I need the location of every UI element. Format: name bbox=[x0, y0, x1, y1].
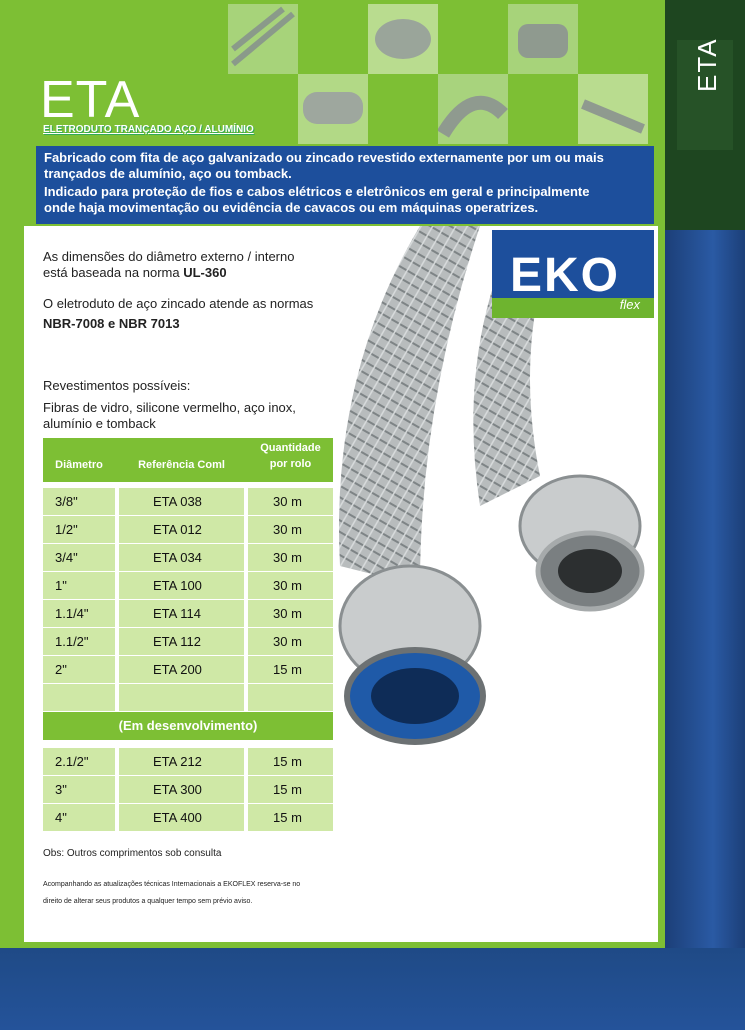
header-diameter: Diâmetro bbox=[55, 459, 103, 471]
cell-diameter: 2.1/2" bbox=[55, 754, 89, 769]
development-label: (Em desenvolvimento) bbox=[43, 712, 333, 740]
logo-text: EKO bbox=[510, 249, 621, 302]
side-blue-strip bbox=[665, 230, 745, 948]
cell-reference: ETA 100 bbox=[153, 578, 202, 593]
footer-band bbox=[0, 948, 745, 1030]
table-cell-bg bbox=[43, 804, 115, 831]
table-row bbox=[43, 748, 333, 775]
table-row bbox=[43, 544, 333, 571]
cell-diameter: 1/2" bbox=[55, 522, 78, 537]
cell-quantity: 30 m bbox=[273, 606, 302, 621]
cell-diameter: 4" bbox=[55, 810, 67, 825]
norm-line: está baseada na norma UL-360 bbox=[43, 265, 227, 280]
cell-reference: ETA 112 bbox=[153, 634, 201, 649]
cell-quantity: 30 m bbox=[273, 634, 302, 649]
table-row bbox=[43, 804, 333, 831]
logo-subtext: flex bbox=[619, 297, 640, 312]
header-reference: Referência Coml bbox=[138, 459, 225, 471]
header-qty-line1: Quantidade bbox=[260, 442, 321, 454]
table-header bbox=[43, 438, 333, 482]
table-cell-bg bbox=[43, 572, 115, 599]
table-row bbox=[43, 628, 333, 655]
table-row bbox=[43, 488, 333, 515]
eko-flex-logo bbox=[492, 230, 654, 318]
cell-reference: ETA 212 bbox=[153, 754, 202, 769]
side-panel bbox=[665, 0, 745, 230]
cell-quantity: 15 m bbox=[273, 810, 302, 825]
cell-reference: ETA 034 bbox=[153, 550, 202, 565]
cell-diameter: 1" bbox=[55, 578, 67, 593]
thumbnail-1 bbox=[228, 4, 298, 74]
page-title: ETA bbox=[40, 71, 141, 129]
table-row bbox=[43, 776, 333, 803]
table-cell-bg bbox=[43, 516, 115, 543]
cell-diameter: 3/8" bbox=[55, 494, 78, 509]
norm-line: As dimensões do diâmetro externo / interno bbox=[43, 249, 295, 264]
cell-quantity: 15 m bbox=[273, 754, 302, 769]
cell-reference: ETA 200 bbox=[153, 662, 202, 677]
table-row-empty bbox=[43, 684, 333, 711]
description-line: Fabricado com fita de aço galvanizado ou zincado revestido externamente por um ou mais bbox=[44, 150, 604, 165]
cell-quantity: 15 m bbox=[273, 662, 302, 677]
cell-quantity: 30 m bbox=[273, 550, 302, 565]
thumbnail-3 bbox=[508, 4, 578, 74]
cell-diameter: 1.1/2" bbox=[55, 634, 89, 649]
table-cell-bg bbox=[248, 684, 333, 711]
description-line: trançados de alumínio, aço ou tomback. bbox=[44, 166, 292, 181]
table-cell-bg bbox=[43, 656, 115, 683]
description-line: onde haja movimentação ou evidência de cavacos ou em máquinas operatrizes. bbox=[44, 200, 539, 215]
disclaimer-line: Acompanhando as atualizações técnicas Internacionais a EKOFLEX reserva-se no bbox=[43, 881, 301, 888]
thumbnail-6 bbox=[578, 74, 648, 144]
table-cell-bg bbox=[43, 544, 115, 571]
cell-diameter: 3" bbox=[55, 782, 67, 797]
cell-reference: ETA 038 bbox=[153, 494, 202, 509]
table-cell-bg bbox=[43, 488, 115, 515]
table-row bbox=[43, 572, 333, 599]
thumbnail-4 bbox=[298, 74, 368, 144]
coatings-line: Fibras de vidro, silicone vermelho, aço inox, bbox=[43, 400, 296, 415]
cell-quantity: 30 m bbox=[273, 522, 302, 537]
cell-reference: ETA 012 bbox=[153, 522, 202, 537]
table-row bbox=[43, 516, 333, 543]
side-label: ETA bbox=[692, 37, 722, 92]
description-line: Indicado para proteção de fios e cabos elétricos e eletrônicos em geral e principalmente bbox=[44, 184, 590, 199]
table-row bbox=[43, 600, 333, 627]
coatings-title: Revestimentos possíveis: bbox=[43, 378, 191, 393]
zinc-norms: NBR-7008 e NBR 7013 bbox=[43, 316, 180, 331]
cell-reference: ETA 400 bbox=[153, 810, 202, 825]
cell-quantity: 30 m bbox=[273, 494, 302, 509]
header-qty-line2: por rolo bbox=[269, 458, 312, 470]
obs-note: Obs: Outros comprimentos sob consulta bbox=[43, 848, 222, 859]
cell-diameter: 2" bbox=[55, 662, 67, 677]
table-cell-bg bbox=[119, 684, 244, 711]
table-cell-bg bbox=[43, 684, 115, 711]
zinc-line: O eletroduto de aço zincado atende as normas bbox=[43, 296, 314, 311]
cell-diameter: 1.1/4" bbox=[55, 606, 89, 621]
thumbnail-2 bbox=[368, 4, 438, 74]
thumbnail-5 bbox=[438, 74, 508, 144]
cell-quantity: 30 m bbox=[273, 578, 302, 593]
coatings-line: alumínio e tomback bbox=[43, 416, 156, 431]
page-subtitle: ELETRODUTO TRANÇADO AÇO / ALUMÍNIO bbox=[43, 124, 254, 135]
table-row bbox=[43, 656, 333, 683]
hose-illustration bbox=[300, 226, 658, 942]
table-cell-bg bbox=[43, 776, 115, 803]
cell-reference: ETA 300 bbox=[153, 782, 202, 797]
cell-quantity: 15 m bbox=[273, 782, 302, 797]
description-band bbox=[36, 146, 654, 224]
disclaimer-line: direito de alterar seus produtos a qualquer tempo sem prévio aviso. bbox=[43, 898, 253, 905]
cell-diameter: 3/4" bbox=[55, 550, 78, 565]
cell-reference: ETA 114 bbox=[153, 606, 201, 621]
